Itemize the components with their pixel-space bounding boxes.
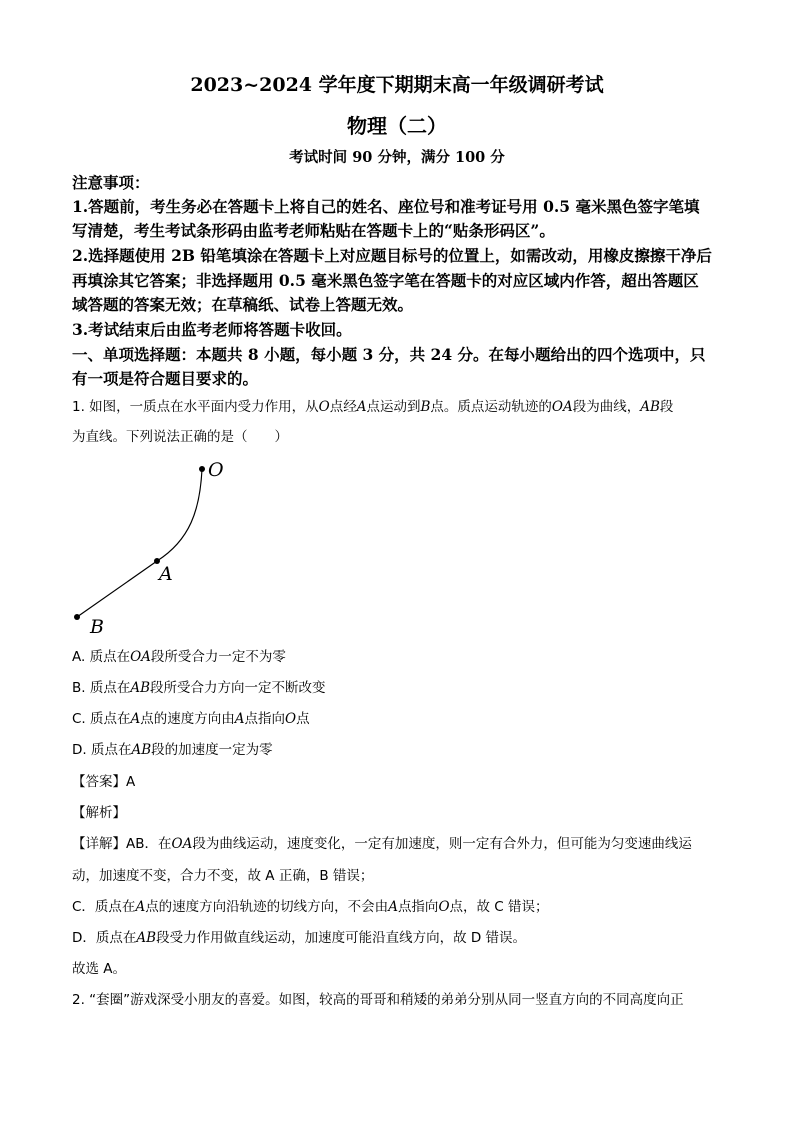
option-text: A. 质点在 bbox=[72, 649, 131, 665]
q1-conclusion: 故选 A。 bbox=[72, 961, 127, 977]
option-var: A bbox=[130, 711, 141, 727]
detail-var: A bbox=[388, 899, 398, 915]
q1-stem-text: 点经 bbox=[329, 399, 357, 415]
q1-trajectory-figure bbox=[60, 455, 250, 640]
q1-detail-line-4 bbox=[72, 927, 732, 949]
q2-stem-line-1: 2. “套圈”游戏深受小朋友的喜爱。如图，较高的哥哥和稍矮的弟弟分别从同一竖直方向的不同高度向正 bbox=[72, 992, 684, 1008]
note-3: 3.考试结束后由监考老师将答题卡收回。 bbox=[72, 320, 352, 339]
detail-text: 点的速度方向沿轨迹的切线方向，不会由 bbox=[145, 899, 389, 915]
detail-var: A bbox=[135, 899, 146, 915]
q1-var: A bbox=[356, 399, 367, 415]
q1-analysis-label: 【解析】 bbox=[72, 805, 126, 821]
detail-text: 点指向 bbox=[397, 899, 439, 915]
q1-stem-text: 点运动到 bbox=[366, 399, 421, 415]
note-2-line-3: 域答题的答案无效；在草稿纸、试卷上答题无效。 bbox=[72, 295, 414, 314]
detail-var: OA bbox=[171, 836, 193, 852]
detail-text: 点，故 C 错误； bbox=[449, 899, 549, 915]
option-text: 点指向 bbox=[244, 711, 286, 727]
q1-stem-text: 点。质点运动轨迹的 bbox=[430, 399, 552, 415]
notes-heading: 注意事项： bbox=[72, 173, 150, 192]
option-text: 段所受合力一定不为零 bbox=[150, 649, 286, 665]
option-var: O bbox=[285, 711, 297, 727]
q1-option-a bbox=[72, 646, 732, 668]
point-b bbox=[74, 614, 80, 620]
label-b: B bbox=[90, 616, 104, 638]
option-text: B. 质点在 bbox=[72, 680, 131, 696]
note-2-line-1: 2.选择题使用 2B 铅笔填涂在答题卡上对应题目标号的位置上，如需改动，用橡皮擦擦干净后 bbox=[72, 246, 712, 265]
exam-subject: 物理（二） bbox=[347, 114, 447, 138]
section-header-line-2: 有一项是符合题目要求的。 bbox=[72, 369, 259, 388]
option-var: AB bbox=[130, 680, 151, 696]
option-text: 点 bbox=[296, 711, 310, 727]
q1-detail-line-3 bbox=[72, 896, 732, 918]
detail-text: 【详解】AB．在 bbox=[72, 836, 172, 852]
note-2-line-2: 再填涂其它答案；非选择题用 0.5 毫米黑色签字笔在答题卡的对应区域内作答，超出答题区 bbox=[72, 271, 699, 290]
option-text: 段所受合力方向一定不断改变 bbox=[150, 680, 326, 696]
q1-var: B bbox=[420, 399, 431, 415]
q1-option-d bbox=[72, 739, 732, 761]
detail-var: O bbox=[438, 899, 450, 915]
section-header-line-1: 一、单项选择题：本题共 8 小题，每小题 3 分，共 24 分。在每小题给出的四个选项中，只 bbox=[72, 345, 706, 364]
point-o bbox=[199, 466, 205, 472]
exam-title: 2023~2024 学年度下期期末高一年级调研考试 bbox=[190, 74, 604, 96]
option-text: 段的加速度一定为零 bbox=[151, 742, 273, 758]
detail-text: C．质点在 bbox=[72, 899, 136, 915]
detail-text: 段为曲线运动，速度变化，一定有加速度，则一定有合外力，但可能为匀变速曲线运 bbox=[192, 836, 692, 852]
q1-var: O bbox=[318, 399, 330, 415]
option-text: D. 质点在 bbox=[72, 742, 132, 758]
q1-detail-line-1 bbox=[72, 833, 732, 855]
option-var: OA bbox=[130, 649, 151, 665]
option-text: 点的速度方向由 bbox=[140, 711, 235, 727]
option-text: C. 质点在 bbox=[72, 711, 131, 727]
option-var: AB bbox=[131, 742, 152, 758]
note-1-line-2: 写清楚，考生考试条形码由监考老师粘贴在答题卡上的“贴条形码区”。 bbox=[72, 221, 555, 240]
note-1-line-1: 1.答题前，考生务必在答题卡上将自己的姓名、座位号和准考证号用 0.5 毫米黑色签字笔填 bbox=[72, 197, 700, 216]
label-a: A bbox=[159, 563, 173, 585]
q1-var: OA bbox=[551, 399, 573, 415]
label-o: O bbox=[208, 459, 224, 481]
q1-stem-line-1 bbox=[72, 396, 732, 418]
line-ab bbox=[77, 561, 157, 617]
curve-oa bbox=[157, 469, 202, 561]
q1-stem-text: 1. 如图，一质点在水平面内受力作用，从 bbox=[72, 399, 319, 415]
trajectory-diagram bbox=[60, 455, 250, 640]
q1-detail-line-2: 动，加速度不变，合力不变，故 A 正确，B 错误； bbox=[72, 868, 374, 884]
detail-text: 段受力作用做直线运动，加速度可能沿直线方向，故 D 错误。 bbox=[156, 930, 527, 946]
q1-answer: 【答案】A bbox=[72, 774, 136, 790]
q1-option-b bbox=[72, 677, 732, 699]
exam-time-info: 考试时间 90 分钟，满分 100 分 bbox=[289, 149, 505, 166]
detail-text: D．质点在 bbox=[72, 930, 137, 946]
q1-stem-text: 段为曲线， bbox=[572, 399, 641, 415]
q1-stem-line-2: 为直线。下列说法正确的是（ ） bbox=[72, 429, 288, 445]
q1-stem-text: 段 bbox=[659, 399, 674, 415]
option-var: A bbox=[234, 711, 245, 727]
q1-option-c bbox=[72, 708, 732, 730]
q1-var: AB bbox=[640, 399, 660, 415]
detail-var: AB bbox=[136, 930, 157, 946]
